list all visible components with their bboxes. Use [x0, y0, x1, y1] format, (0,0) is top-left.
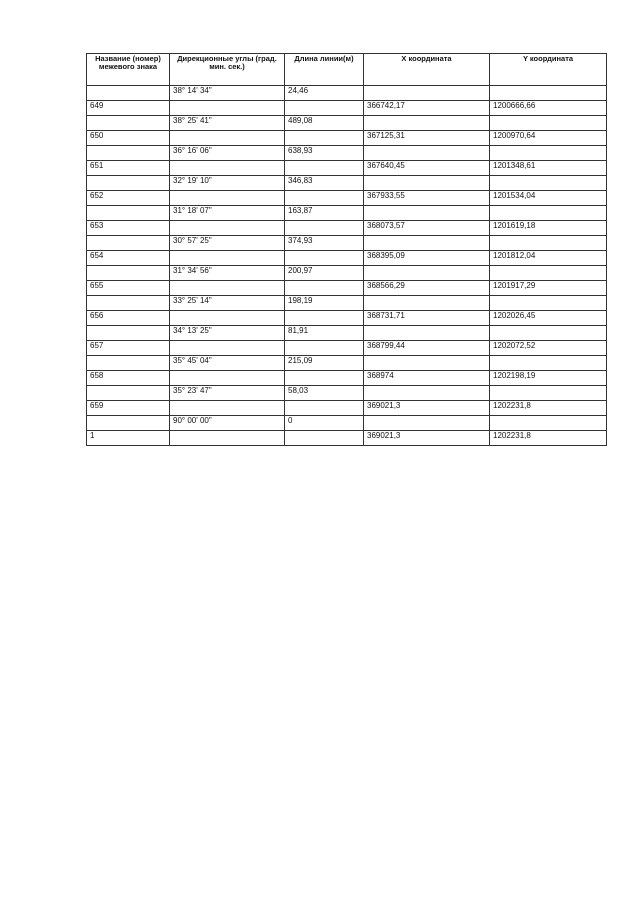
cell-direction-angle — [170, 431, 285, 446]
cell-marker-name — [87, 116, 170, 131]
cell-marker-name — [87, 266, 170, 281]
cell-direction-angle: 35° 23' 47" — [170, 386, 285, 401]
cell-y-coordinate: 1202198,19 — [490, 371, 607, 386]
cell-direction-angle: 30° 57' 25" — [170, 236, 285, 251]
cell-marker-name: 654 — [87, 251, 170, 266]
cell-direction-angle — [170, 131, 285, 146]
cell-y-coordinate — [490, 146, 607, 161]
cell-line-length: 215,09 — [285, 356, 364, 371]
cell-y-coordinate: 1202072,52 — [490, 341, 607, 356]
cell-line-length: 81,91 — [285, 326, 364, 341]
table-row — [87, 371, 607, 386]
cell-y-coordinate: 1200666,66 — [490, 101, 607, 116]
table-row — [87, 281, 607, 296]
cell-y-coordinate: 1201917,29 — [490, 281, 607, 296]
cell-marker-name: 659 — [87, 401, 170, 416]
cell-marker-name — [87, 176, 170, 191]
cell-x-coordinate — [364, 266, 490, 281]
table-row — [87, 251, 607, 266]
table-row — [87, 401, 607, 416]
table-row — [87, 161, 607, 176]
cell-marker-name: 1 — [87, 431, 170, 446]
cell-y-coordinate — [490, 326, 607, 341]
cell-x-coordinate: 368799,44 — [364, 341, 490, 356]
cell-x-coordinate — [364, 116, 490, 131]
table-row — [87, 236, 607, 251]
cell-x-coordinate — [364, 296, 490, 311]
table-row — [87, 296, 607, 311]
cell-line-length — [285, 431, 364, 446]
cell-marker-name: 652 — [87, 191, 170, 206]
cell-marker-name — [87, 296, 170, 311]
cell-x-coordinate: 366742,17 — [364, 101, 490, 116]
table-row — [87, 116, 607, 131]
cell-direction-angle: 34° 13' 25" — [170, 326, 285, 341]
cell-y-coordinate: 1201534,04 — [490, 191, 607, 206]
cell-y-coordinate — [490, 206, 607, 221]
table-row — [87, 86, 607, 101]
cell-marker-name: 651 — [87, 161, 170, 176]
cell-x-coordinate — [364, 326, 490, 341]
cell-y-coordinate — [490, 236, 607, 251]
cell-x-coordinate — [364, 146, 490, 161]
header-direction-angle: Дирекционные углы (град. мин. сек.) — [170, 54, 285, 86]
table-row — [87, 191, 607, 206]
cell-marker-name: 650 — [87, 131, 170, 146]
cell-direction-angle — [170, 251, 285, 266]
table-row — [87, 356, 607, 371]
cell-line-length — [285, 281, 364, 296]
cell-marker-name: 656 — [87, 311, 170, 326]
cell-line-length — [285, 131, 364, 146]
cell-y-coordinate — [490, 176, 607, 191]
table-row — [87, 101, 607, 116]
cell-direction-angle — [170, 221, 285, 236]
cell-direction-angle — [170, 281, 285, 296]
header-y-coordinate: Y координата — [490, 54, 607, 86]
cell-line-length — [285, 161, 364, 176]
cell-direction-angle — [170, 161, 285, 176]
cell-marker-name — [87, 146, 170, 161]
cell-x-coordinate — [364, 356, 490, 371]
header-x-coordinate: X координата — [364, 54, 490, 86]
cell-line-length: 346,83 — [285, 176, 364, 191]
cell-direction-angle: 90° 00' 00" — [170, 416, 285, 431]
cell-x-coordinate: 369021,3 — [364, 401, 490, 416]
cell-line-length: 198,19 — [285, 296, 364, 311]
cell-x-coordinate: 368395,09 — [364, 251, 490, 266]
cell-direction-angle — [170, 101, 285, 116]
cell-line-length — [285, 101, 364, 116]
cell-direction-angle — [170, 341, 285, 356]
cell-y-coordinate: 1201619,18 — [490, 221, 607, 236]
cell-y-coordinate: 1202231,8 — [490, 431, 607, 446]
cell-line-length: 489,08 — [285, 116, 364, 131]
cell-y-coordinate: 1200970,64 — [490, 131, 607, 146]
cell-direction-angle: 38° 25' 41" — [170, 116, 285, 131]
cell-marker-name: 658 — [87, 371, 170, 386]
cell-line-length: 638,93 — [285, 146, 364, 161]
cell-y-coordinate — [490, 266, 607, 281]
cell-x-coordinate — [364, 206, 490, 221]
cell-marker-name — [87, 386, 170, 401]
cell-y-coordinate — [490, 356, 607, 371]
cell-direction-angle: 35° 45' 04" — [170, 356, 285, 371]
cell-y-coordinate: 1202026,45 — [490, 311, 607, 326]
cell-direction-angle: 38° 14' 34" — [170, 86, 285, 101]
header-marker-name: Название (номер) межевого знака — [87, 54, 170, 86]
cell-line-length: 24,46 — [285, 86, 364, 101]
table-header-row — [87, 54, 607, 86]
table-row — [87, 266, 607, 281]
cell-line-length: 163,87 — [285, 206, 364, 221]
cell-direction-angle — [170, 191, 285, 206]
cell-marker-name — [87, 206, 170, 221]
table-body — [87, 86, 607, 446]
cell-x-coordinate — [364, 416, 490, 431]
cell-marker-name — [87, 356, 170, 371]
header-line-length: Длина линии(м) — [285, 54, 364, 86]
cell-y-coordinate: 1202231,8 — [490, 401, 607, 416]
cell-marker-name — [87, 236, 170, 251]
cell-line-length — [285, 401, 364, 416]
cell-marker-name: 655 — [87, 281, 170, 296]
cell-marker-name — [87, 416, 170, 431]
table-row — [87, 416, 607, 431]
table-row — [87, 131, 607, 146]
cell-y-coordinate — [490, 296, 607, 311]
cell-line-length — [285, 341, 364, 356]
cell-x-coordinate: 369021,3 — [364, 431, 490, 446]
cell-marker-name: 653 — [87, 221, 170, 236]
cell-direction-angle: 31° 34' 56" — [170, 266, 285, 281]
cell-y-coordinate — [490, 386, 607, 401]
table-row — [87, 341, 607, 356]
cell-x-coordinate — [364, 386, 490, 401]
table-row — [87, 146, 607, 161]
cell-line-length — [285, 221, 364, 236]
cell-direction-angle: 31° 18' 07" — [170, 206, 285, 221]
cell-line-length: 0 — [285, 416, 364, 431]
boundary-coordinates-table — [86, 53, 607, 446]
cell-line-length: 200,97 — [285, 266, 364, 281]
cell-y-coordinate — [490, 116, 607, 131]
cell-x-coordinate: 368073,57 — [364, 221, 490, 236]
table-row — [87, 221, 607, 236]
cell-line-length: 374,93 — [285, 236, 364, 251]
cell-direction-angle — [170, 401, 285, 416]
cell-marker-name — [87, 86, 170, 101]
cell-y-coordinate: 1201812,04 — [490, 251, 607, 266]
cell-line-length — [285, 191, 364, 206]
cell-marker-name — [87, 326, 170, 341]
cell-line-length: 58,03 — [285, 386, 364, 401]
cell-x-coordinate — [364, 86, 490, 101]
cell-x-coordinate: 368731,71 — [364, 311, 490, 326]
cell-line-length — [285, 371, 364, 386]
cell-y-coordinate — [490, 416, 607, 431]
cell-marker-name: 657 — [87, 341, 170, 356]
cell-x-coordinate: 367640,45 — [364, 161, 490, 176]
table-row — [87, 206, 607, 221]
table-row — [87, 326, 607, 341]
cell-x-coordinate — [364, 176, 490, 191]
table-row — [87, 311, 607, 326]
cell-y-coordinate: 1201348,61 — [490, 161, 607, 176]
cell-x-coordinate: 368974 — [364, 371, 490, 386]
cell-y-coordinate — [490, 86, 607, 101]
cell-direction-angle: 33° 25' 14" — [170, 296, 285, 311]
table-row — [87, 431, 607, 446]
cell-x-coordinate: 367125,31 — [364, 131, 490, 146]
cell-x-coordinate — [364, 236, 490, 251]
cell-direction-angle: 32° 19' 10" — [170, 176, 285, 191]
cell-direction-angle — [170, 371, 285, 386]
table-row — [87, 386, 607, 401]
cell-direction-angle — [170, 311, 285, 326]
cell-line-length — [285, 311, 364, 326]
cell-direction-angle: 36° 16' 06" — [170, 146, 285, 161]
cell-x-coordinate: 368566,29 — [364, 281, 490, 296]
cell-line-length — [285, 251, 364, 266]
table-row — [87, 176, 607, 191]
cell-x-coordinate: 367933,55 — [364, 191, 490, 206]
cell-marker-name: 649 — [87, 101, 170, 116]
